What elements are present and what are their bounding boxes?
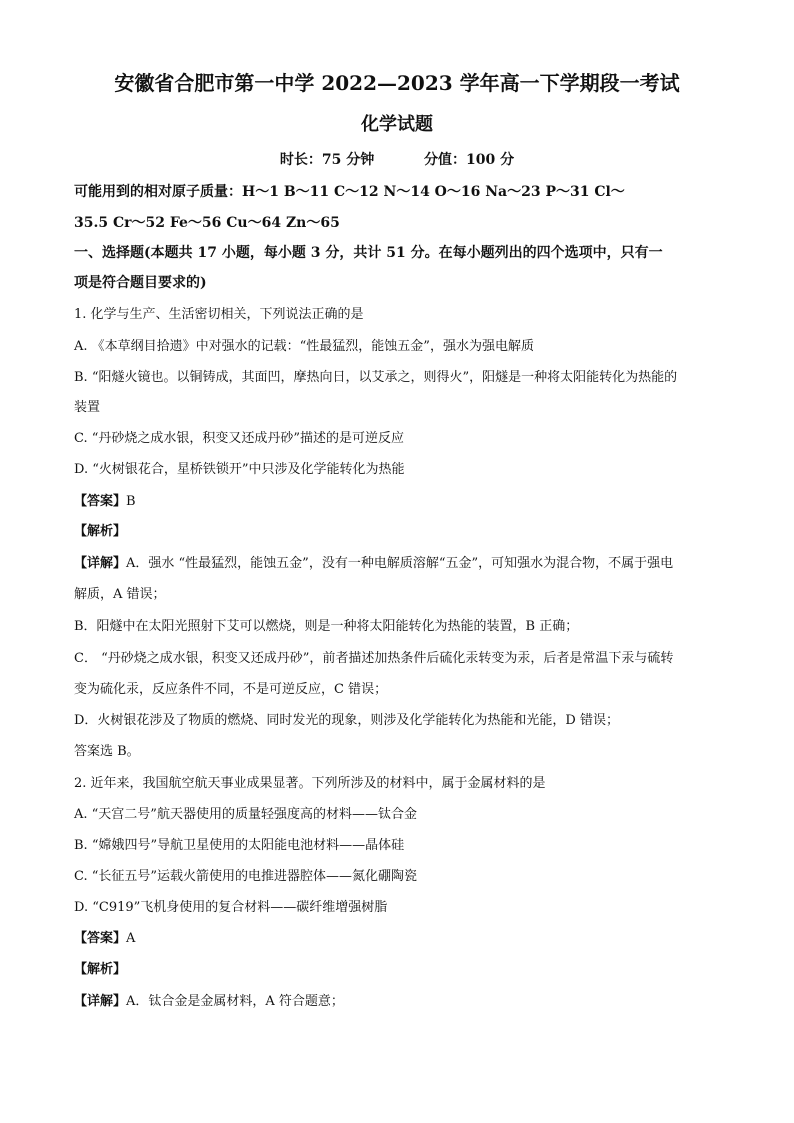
answer-tag: 【答案】	[74, 931, 127, 946]
q1-detail-6: D．火树银花涉及了物质的燃烧、同时发光的现象，则涉及化学能转化为热能和光能，D 错误；	[74, 713, 619, 728]
q1-detail-5: 变为硫化汞，反应条件不同，不是可逆反应，C 错误；	[74, 682, 388, 697]
q2-analysis-tag: 【解析】	[74, 962, 127, 977]
q1-detail-3: B．阳燧中在太阳光照射下艾可以燃烧，则是一种将太阳能转化为热能的装置，B 正确；	[74, 619, 579, 634]
exam-meta	[0, 150, 794, 170]
exam-subject: 化学试题	[361, 114, 433, 135]
q1-option-c: C. “丹砂烧之成水银，积变又还成丹砂”描述的是可逆反应	[74, 431, 405, 446]
answer-value: A	[126, 931, 136, 946]
atomic-masses-line2: 35.5 Cr～52 Fe～56 Cu～64 Zn～65	[74, 215, 340, 231]
q2-option-c: C. “长征五号”运载火箭使用的电推进器腔体——氮化硼陶瓷	[74, 869, 418, 884]
q1-option-a: A. 《本草纲目拾遗》中对强水的记载：“性最猛烈，能蚀五金”，强水为强电解质	[74, 339, 534, 354]
answer-tag: 【答案】	[74, 494, 127, 509]
q1-option-b-cont: 装置	[74, 400, 101, 415]
score-label: 分值：100 分	[424, 152, 515, 168]
q2-option-a: A. “天宫二号”航天器使用的质量轻强度高的材料——钛合金	[74, 807, 417, 822]
q1-option-b: B. “阳燧火镜也。以铜铸成，其面凹，摩热向日，以艾承之，则得火”，阳燧是一种将太阳能转化为热能的	[74, 370, 678, 385]
q1-detail-4: C． “丹砂烧之成水银，积变又还成丹砂”，前者描述加热条件后硫化汞转变为汞，后者是常温下汞与硫转	[74, 651, 674, 666]
q2-option-b: B. “嫦娥四号”导航卫星使用的太阳能电池材料——晶体硅	[74, 838, 405, 853]
q1-detail-1: 【详解】A．强水 “性最猛烈，能蚀五金”，没有一种电解质溶解“五金”，可知强水为混合物，不属于强电	[74, 556, 674, 571]
q1-analysis-tag: 【解析】	[74, 524, 127, 539]
section-heading-line2: 项是符合题目要求的)	[74, 275, 207, 291]
q2-answer	[74, 929, 135, 949]
q1-detail-7: 答案选 B。	[74, 744, 140, 759]
q2-detail-1: 【详解】A．钛合金是金属材料，A 符合题意；	[74, 994, 344, 1009]
q1-stem: 1. 化学与生产、生活密切相关，下列说法正确的是	[74, 307, 364, 322]
detail-tag: 【详解】	[74, 994, 127, 1009]
q1-option-d: D. “火树银花合，星桥铁锁开”中只涉及化学能转化为热能	[74, 462, 405, 477]
time-label: 时长：75 分钟	[279, 152, 375, 168]
q1-answer	[74, 492, 136, 512]
atomic-masses-line1: 可能用到的相对原子质量：H～1 B～11 C～12 N～14 O～16 Na～23 P～31 Cl～	[74, 184, 625, 200]
detail-tag: 【详解】	[74, 556, 127, 571]
q2-option-d: D. “C919”飞机身使用的复合材料——碳纤维增强树脂	[74, 900, 388, 915]
section-heading-line1: 一、选择题(本题共 17 小题，每小题 3 分，共计 51 分。在每小题列出的四个选项中，只有一	[74, 245, 663, 261]
exam-title: 安徽省合肥市第一中学 2022—2023 学年高一下学期段一考试	[114, 71, 680, 95]
q1-detail-2: 解质，A 错误；	[74, 587, 166, 602]
q2-stem: 2. 近年来，我国航空航天事业成果显著。下列所涉及的材料中，属于金属材料的是	[74, 776, 546, 791]
answer-value: B	[126, 494, 136, 509]
